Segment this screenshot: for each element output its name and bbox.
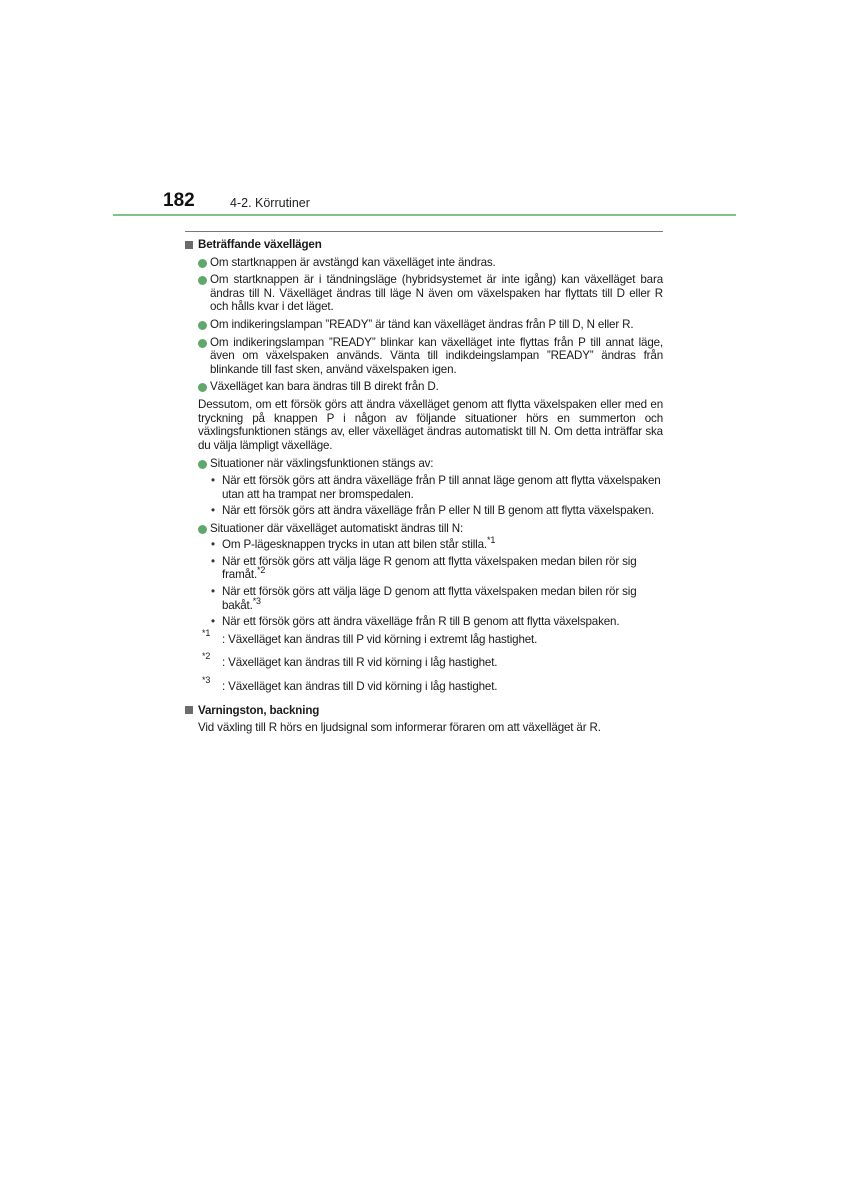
square-bullet-icon xyxy=(185,241,193,249)
page-number: 182 xyxy=(163,190,195,211)
footnote-text: : Växelläget kan ändras till P vid körning i extremt låg hastighet. xyxy=(222,632,538,646)
footnote-mark: *3 xyxy=(202,675,211,686)
list-item-text: Om indikeringslampan ”READY” är tänd kan växelläget ändras från P till D, N eller R. xyxy=(210,317,634,331)
header-divider xyxy=(113,214,736,216)
square-bullet-icon xyxy=(185,706,193,714)
section-title: Beträffande växellägen xyxy=(198,238,322,251)
sub-item-text: När ett försök görs att välja läge R genom att flytta växelspaken medan bilen rör sig framåt. xyxy=(222,554,637,582)
list-item xyxy=(185,380,663,394)
list-item xyxy=(185,457,663,471)
list-item-text: Situationer när växlingsfunktionen stängs av: xyxy=(210,457,434,471)
sub-item-text: När ett försök görs att välja läge D genom att flytta växelspaken medan bilen rör sig bakåt. xyxy=(222,585,637,612)
sub-item-text: När ett försök görs att ändra växelläge från R till B genom att flytta växelspaken. xyxy=(222,615,620,629)
list-item xyxy=(185,522,663,536)
green-dot-icon xyxy=(198,339,207,348)
sub-list-item xyxy=(185,585,663,612)
footnote-mark: *1 xyxy=(202,627,211,638)
chapter-title: 4-2. Körrutiner xyxy=(230,196,310,210)
footnote xyxy=(202,675,663,694)
sub-list-item xyxy=(185,555,663,582)
sub-list xyxy=(185,535,663,629)
small-bullet-icon: • xyxy=(211,504,215,518)
list-item xyxy=(185,318,663,332)
green-dot-icon xyxy=(198,276,207,285)
sub-item-text: Om P-lägesknappen trycks in utan att bilen står stilla. xyxy=(222,538,487,552)
small-bullet-icon: • xyxy=(211,473,215,487)
footnote-text: : Växelläget kan ändras till R vid körning i låg hastighet. xyxy=(222,656,498,670)
list-item-text: Om startknappen är i tändningsläge (hybridsystemet är inte igång) kan växelläget bara ändras till N. Växelläget ändras till läge N även om växelspaken har flyttats till D eller R och hålls kvar i det läget. xyxy=(210,273,663,314)
sub-list-item xyxy=(185,504,663,518)
body-paragraph: Dessutom, om ett försök görs att ändra växelläget genom att flytta växelspaken eller med en tryckning på knappen P i någon av följande situationer hörs en summerton och växlingsfunktionen stängs av, eller växelläget ändras automatiskt till N. Om detta inträffar ska du välja lämpligt växelläge. xyxy=(198,397,663,452)
list-item xyxy=(185,336,663,377)
footnote xyxy=(202,651,663,670)
body-paragraph: Vid växling till R hörs en ljudsignal som informerar föraren om att växelläget är R. xyxy=(198,721,601,735)
small-bullet-icon: • xyxy=(211,585,215,599)
list-item xyxy=(185,256,663,270)
sub-list xyxy=(185,474,663,518)
section-heading xyxy=(185,704,663,718)
section-divider xyxy=(185,231,663,232)
green-dot-icon xyxy=(198,321,207,330)
small-bullet-icon: • xyxy=(211,615,215,629)
sub-item-text: När ett försök görs att ändra växelläge från P eller N till B genom att flytta växelspaken. xyxy=(222,504,655,518)
list-item xyxy=(185,273,663,314)
footnote-ref: *3 xyxy=(252,595,261,606)
section-heading xyxy=(185,238,663,252)
list-item-text: Om startknappen är avstängd kan växelläget inte ändras. xyxy=(210,255,496,269)
green-dot-icon xyxy=(198,525,207,534)
section-title: Varningston, backning xyxy=(198,703,320,717)
green-dot-icon xyxy=(198,460,207,469)
footnote-ref: *1 xyxy=(486,535,496,546)
sub-list-item xyxy=(185,474,663,501)
small-bullet-icon: • xyxy=(211,554,215,568)
green-dot-icon xyxy=(198,383,207,392)
footnote-mark: *2 xyxy=(202,651,211,662)
sub-list-item xyxy=(185,615,663,629)
list-item-text: Situationer där växelläget automatiskt ändras till N: xyxy=(210,521,464,535)
green-dot-icon xyxy=(198,259,207,268)
footnote-ref: *2 xyxy=(257,565,266,576)
list-item-text: Växelläget kan bara ändras till B direkt från D. xyxy=(210,380,439,394)
sub-item-text: När ett försök görs att ändra växelläge från P till annat läge genom att flytta växelspaken utan att ha trampat ner bromspedalen. xyxy=(222,473,661,501)
footnote-text: : Växelläget kan ändras till D vid körning i låg hastighet. xyxy=(222,680,498,694)
list-item-text: Om indikeringslampan ”READY” blinkar kan växelläget inte flyttas från P till annat läge, även om växelspaken används. Vänta till indikdeingslampan ”READY” ändras från blinkande till fast sken, använd växelspaken igen. xyxy=(210,335,663,376)
sub-list-item xyxy=(185,535,663,552)
small-bullet-icon: • xyxy=(211,538,215,552)
page-content xyxy=(185,238,663,740)
footnote xyxy=(202,627,663,647)
